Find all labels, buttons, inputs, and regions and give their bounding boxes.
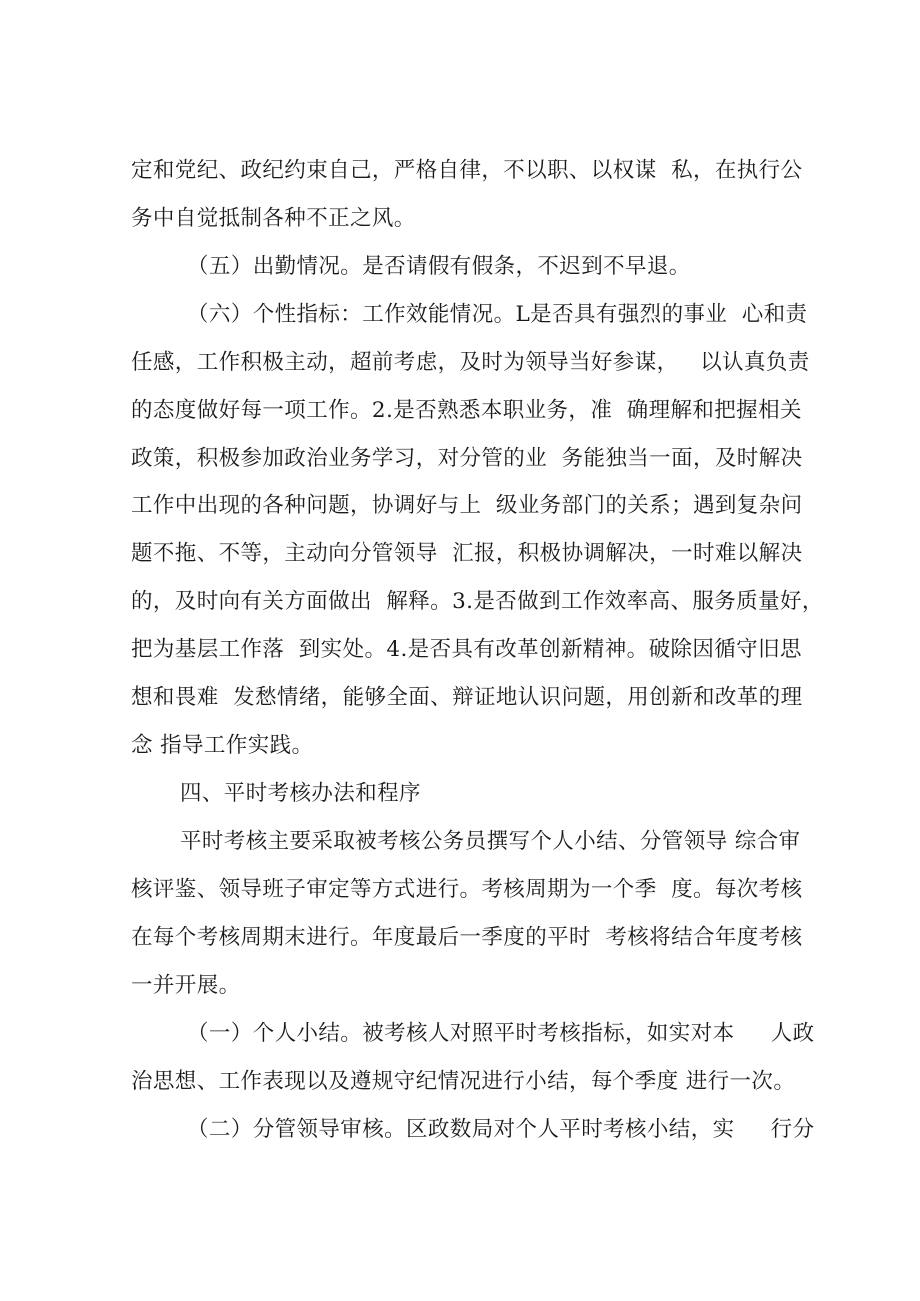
paragraph-line: （一）个人小结。被考核人对照平时考核指标，如实对本 人政	[187, 1021, 815, 1046]
paragraph-line: 把为基层工作落 到实处。4.是否具有改革创新精神。破除因循守旧思	[131, 637, 802, 662]
section-heading: 四、平时考核办法和程序	[180, 781, 421, 806]
paragraph-line: 工作中出现的各种问题，协调好与上 级业务部门的关系；遇到复杂问	[131, 493, 803, 518]
paragraph-line: 的态度做好每一项工作。2.是否熟悉本职业务，准 确理解和把握相关	[131, 398, 802, 423]
paragraph-line: 念 指导工作实践。	[131, 733, 314, 758]
paragraph-line: 在每个考核周期末进行。年度最后一季度的平时 考核将结合年度考核	[131, 925, 803, 950]
paragraph-line: （二）分管领导审核。区政数局对个人平时考核小结，实 行分	[187, 1117, 815, 1142]
paragraph-line: 治思想、工作表现以及遵规守纪情况进行小结，每个季度 进行一次。	[131, 1069, 796, 1094]
paragraph-line: （六）个性指标：工作效能情况。L是否具有强烈的事业 心和责	[187, 302, 808, 327]
paragraph-line: 务中自觉抵制各种不正之风。	[131, 206, 416, 231]
paragraph-line: （五）出勤情况。是否请假有假条，不迟到不早退。	[187, 254, 691, 279]
paragraph-line: 题不拖、不等，主动向分管领导 汇报，积极协调解决，一时难以解决	[131, 541, 803, 566]
paragraph-line: 的，及时向有关方面做出 解释。3.是否做到工作效率高、服务质量好，	[131, 589, 824, 614]
paragraph-line: 一并开展。	[131, 973, 241, 998]
paragraph-line: 核评鉴、领导班子审定等方式进行。考核周期为一个季 度。每次考核	[131, 877, 803, 902]
paragraph-line: 定和党纪、政纪约束自己，严格自律，不以职、以权谋 私，在执行公	[131, 158, 803, 183]
paragraph-line: 政策，积极参加政治业务学习，对分管的业 务能独当一面，及时解决	[131, 446, 803, 471]
paragraph-line: 任感，工作积极主动，超前考虑，及时为领导当好参谋， 以认真负责	[131, 350, 810, 375]
paragraph-line: 想和畏难 发愁情绪，能够全面、辩证地认识问题，用创新和改革的理	[131, 685, 803, 710]
paragraph-line: 平时考核主要采取被考核公务员撰写个人小结、分管领导 综合审	[180, 829, 801, 854]
